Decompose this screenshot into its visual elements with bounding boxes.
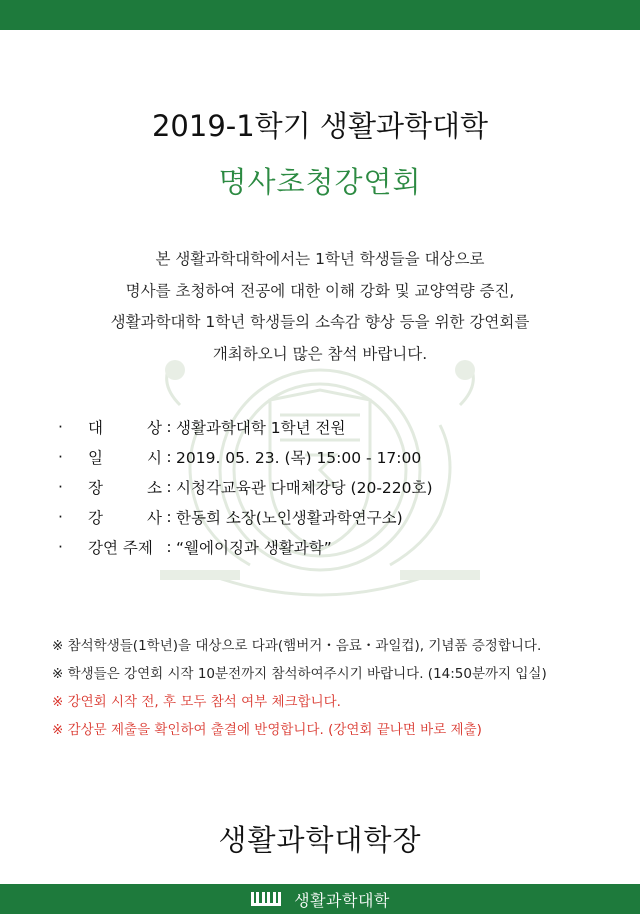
notice-item: ※ 학생들은 강연회 시작 10분전까지 참석하여주시기 바랍니다. (14:50분까지 입실) [52, 666, 547, 682]
college-logo-icon [250, 890, 286, 908]
detail-key: 강연 주제 [88, 539, 153, 557]
colon: : [166, 448, 172, 466]
bullet: · [58, 448, 63, 466]
bottom-green-bar [0, 884, 640, 914]
intro-line: 개최하오니 많은 참석 바랍니다. [212, 344, 428, 363]
top-green-bar [0, 0, 640, 30]
footer-logo-text: 생활과학대학 [294, 890, 390, 910]
intro-paragraph [0, 244, 640, 370]
detail-row-topic [58, 532, 598, 562]
detail-value: “웰에이징과 생활과학” [176, 539, 332, 557]
detail-row-location [58, 472, 598, 502]
colon: : [166, 538, 172, 556]
detail-key-char: 상 [147, 419, 162, 437]
bullet: · [58, 478, 63, 496]
detail-row-target [58, 412, 598, 442]
detail-key-char: 사 [147, 509, 162, 527]
detail-key-char: 장 [88, 479, 103, 497]
colon: : [166, 508, 172, 526]
detail-key-char: 시 [147, 449, 162, 467]
event-title: 2019-1학기 생활과학대학 [151, 109, 489, 143]
notice-item: ※ 참석학생들(1학년)을 대상으로 다과(햄버거・음료・과일컵), 기념품 증정합니다. [52, 638, 542, 654]
detail-key-char: 일 [88, 449, 103, 467]
detail-value: 시청각교육관 다매체강당 (20-220호) [176, 479, 433, 497]
notice-item-important: ※ 강연회 시작 전, 후 모두 참석 여부 체크합니다. [52, 694, 341, 710]
event-details-list [58, 412, 598, 562]
detail-key [84, 476, 162, 498]
bullet: · [58, 418, 63, 436]
event-subtitle: 명사초청강연회 [218, 165, 422, 199]
notice-list [52, 630, 632, 742]
notice-item-important: ※ 감상문 제출을 확인하여 출결에 반영합니다. (강연회 끝나면 바로 제출) [52, 722, 482, 738]
detail-key [84, 446, 162, 468]
intro-line: 명사를 초청하여 전공에 대한 이해 강화 및 교양역량 증진, [125, 281, 515, 300]
detail-row-datetime [58, 442, 598, 472]
bullet: · [58, 508, 63, 526]
detail-key [84, 416, 162, 438]
detail-key-char: 강 [88, 509, 103, 527]
detail-value: 생활과학대학 1학년 전원 [176, 419, 346, 437]
dean-signature: 생활과학대학장 [218, 823, 422, 857]
bullet: · [58, 538, 63, 556]
detail-value: 2019. 05. 23. (목) 15:00 - 17:00 [176, 449, 422, 467]
detail-key-char: 소 [147, 479, 162, 497]
detail-row-speaker [58, 502, 598, 532]
colon: : [166, 418, 172, 436]
intro-line: 본 생활과학대학에서는 1학년 학생들을 대상으로 [155, 250, 485, 268]
detail-key-char: 대 [88, 419, 103, 437]
colon: : [166, 478, 172, 496]
intro-line: 생활과학대학 1학년 학생들의 소속감 향상 등을 위한 강연회를 [110, 313, 530, 331]
detail-key [84, 506, 162, 528]
detail-value: 한동희 소장(노인생활과학연구소) [176, 509, 403, 527]
